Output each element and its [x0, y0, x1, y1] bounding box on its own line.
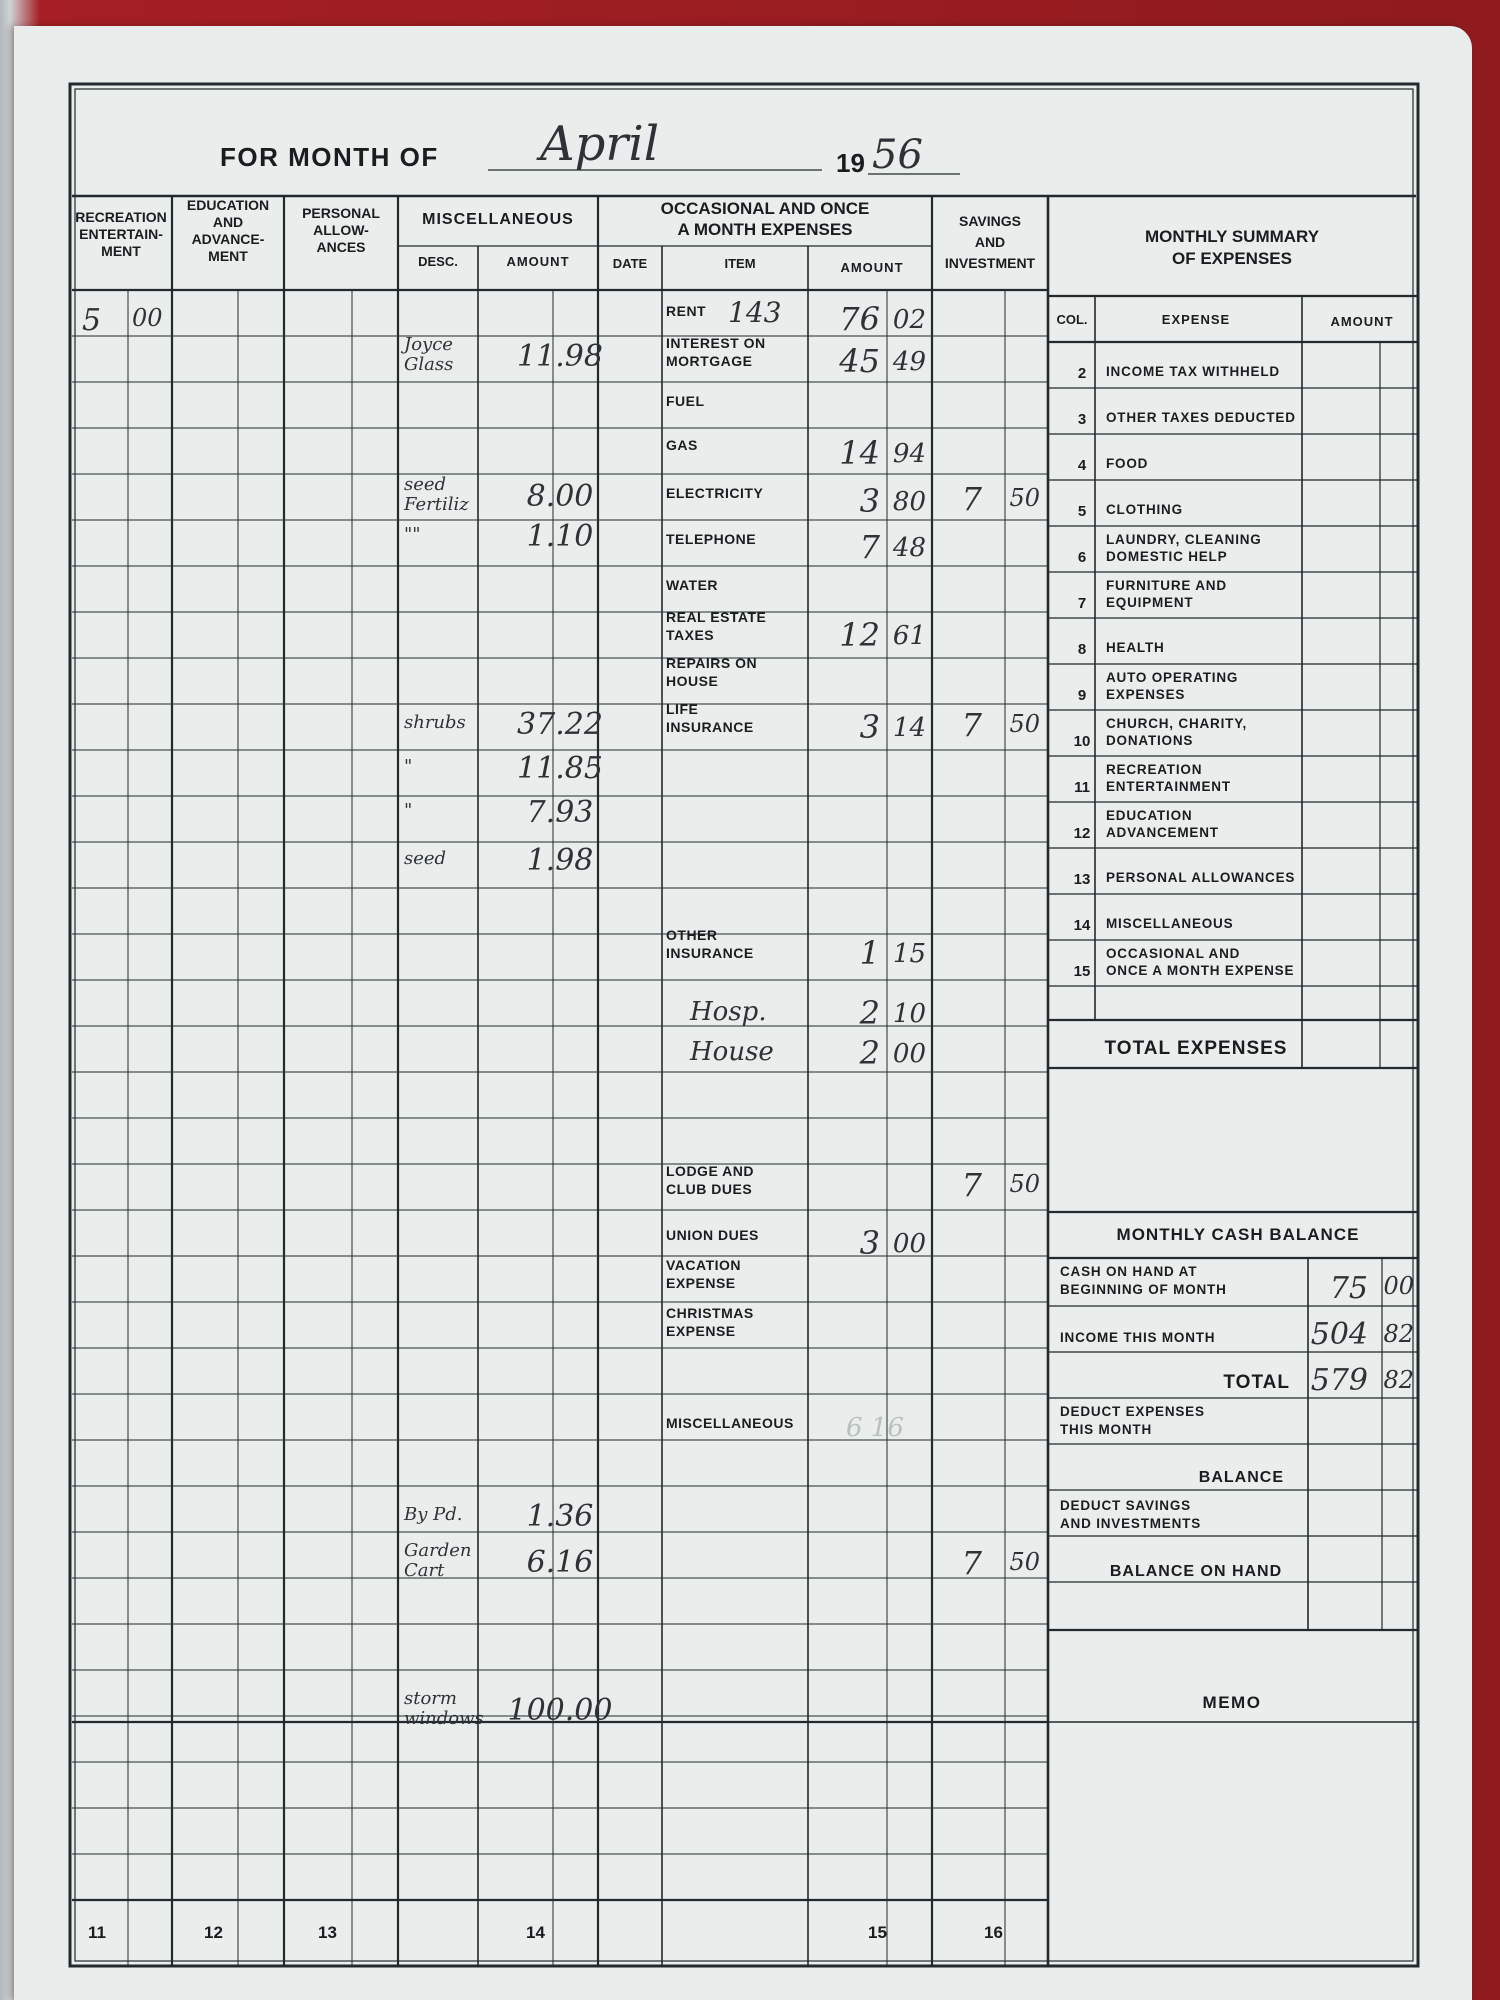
col-header-recreation: RECREATION: [75, 209, 167, 225]
misc-desc: "": [404, 524, 421, 545]
occ-cents: 49: [892, 347, 926, 377]
occ-item-label: CHRISTMAS: [666, 1305, 754, 1321]
occ-dollars: 7: [859, 528, 880, 566]
occ-note: 143: [728, 296, 782, 329]
summary-row-label: RECREATION: [1106, 762, 1203, 777]
occ-dollars: 14: [839, 434, 880, 472]
occ-item-label: EXPENSE: [666, 1275, 736, 1291]
footer-col-number: 13: [318, 1923, 337, 1942]
occ-dollars: 2: [859, 1034, 880, 1072]
misc-desc: ": [404, 800, 413, 821]
summary-row-label: ONCE A MONTH EXPENSE: [1106, 963, 1295, 978]
misc-desc: shrubs: [404, 712, 466, 733]
col-header-occasional: A MONTH EXPENSES: [677, 220, 853, 239]
footer-col-number: 11: [88, 1923, 106, 1942]
summary-row-label: LAUNDRY, CLEANING: [1106, 532, 1262, 547]
savings-dollars: 7: [961, 1166, 982, 1204]
balance-label: BALANCE: [1198, 1469, 1284, 1486]
summary-row-label: AUTO OPERATING: [1106, 670, 1239, 685]
budget-sheet: [14, 26, 1472, 2000]
occ-cents: 00: [892, 1039, 926, 1069]
cash-on-hand-cents: 00: [1383, 1272, 1414, 1300]
misc-desc: storm: [404, 1688, 457, 1709]
occ-cents: 00: [892, 1229, 926, 1259]
summary-col-number: 15: [1073, 963, 1091, 980]
occ-item-label: MORTGAGE: [666, 353, 753, 369]
total-label: TOTAL: [1223, 1372, 1290, 1393]
misc-amount: 11.85: [517, 751, 603, 786]
deduct-savings-label: AND INVESTMENTS: [1060, 1516, 1202, 1531]
savings-cents: 50: [1009, 1548, 1040, 1576]
deduct-savings-label: DEDUCT SAVINGS: [1060, 1498, 1191, 1513]
occ-item-label: ELECTRICITY: [666, 485, 764, 501]
occ-dollars: 3: [859, 1224, 880, 1262]
form-title: FOR MONTH OF: [220, 142, 439, 172]
summary-row-label: INCOME TAX WITHHELD: [1106, 364, 1280, 379]
summary-title: OF EXPENSES: [1172, 249, 1292, 268]
footer-col-number: 15: [868, 1923, 887, 1942]
col-header-savings: SAVINGS: [959, 213, 1021, 229]
summary-row-label: EDUCATION: [1106, 808, 1193, 823]
misc-amount: 8.00: [526, 479, 594, 514]
misc-desc: Cart: [404, 1560, 445, 1581]
savings-cents: 50: [1009, 710, 1040, 738]
occ-dollars: 45: [839, 342, 880, 380]
occ-item-label: REAL ESTATE: [666, 609, 767, 625]
misc-amount: 1.36: [526, 1499, 594, 1534]
occ-dollars: 3: [859, 708, 880, 746]
misc-amount: 7.93: [526, 795, 594, 830]
occ-cents: 14: [892, 713, 926, 743]
summary-row-label: FOOD: [1106, 456, 1149, 471]
cash-on-hand-dollars: 75: [1329, 1271, 1368, 1306]
occ-item-label: VACATION: [666, 1257, 742, 1273]
summary-col-number: 14: [1073, 917, 1091, 934]
income-label: INCOME THIS MONTH: [1060, 1330, 1216, 1345]
summary-col-number: 9: [1077, 687, 1087, 704]
footer-col-number: 16: [984, 1923, 1003, 1942]
occ-cents: 94: [892, 439, 926, 469]
cash-on-hand-label: CASH ON HAND AT: [1060, 1264, 1198, 1279]
summary-col-number: 8: [1077, 641, 1087, 658]
occ-dollars: 3: [859, 482, 880, 520]
col-header-education: EDUCATION: [186, 197, 270, 213]
misc-desc: Glass: [404, 354, 454, 375]
summary-row-label: CHURCH, CHARITY,: [1106, 716, 1248, 731]
summary-row-label: CLOTHING: [1106, 502, 1183, 517]
summary-col-number: 4: [1077, 457, 1087, 474]
col-header-education: MENT: [208, 248, 248, 264]
occ-item-label: INSURANCE: [666, 945, 754, 961]
income-cents: 82: [1383, 1320, 1414, 1348]
summary-row-label: ENTERTAINMENT: [1106, 779, 1231, 794]
footer-col-number: 12: [204, 1923, 223, 1942]
occ-dollars: 12: [839, 616, 880, 654]
misc-desc: seed: [404, 474, 447, 495]
col-header-recreation: ENTERTAIN-: [79, 226, 163, 242]
misc-desc: Joyce: [404, 334, 453, 355]
occ-cents: 10: [892, 999, 926, 1029]
col-header-savings: AND: [974, 234, 1006, 250]
savings-dollars: 7: [961, 480, 982, 518]
occ-cents: 02: [892, 305, 926, 335]
total-dollars: 579: [1310, 1363, 1368, 1398]
misc-amount: 1.98: [526, 843, 594, 878]
misc-amount: 1.10: [526, 519, 594, 554]
occ-item-label: OTHER: [666, 927, 718, 943]
footer-col-number: 14: [526, 1923, 545, 1942]
occ-item-label: INSURANCE: [666, 719, 754, 735]
summary-row-label: EXPENSES: [1106, 687, 1186, 702]
memo-label: MEMO: [1202, 1693, 1262, 1712]
occ-dollars: 76: [839, 300, 880, 338]
summary-row-label: HEALTH: [1106, 640, 1165, 655]
occ-item-label: GAS: [666, 437, 698, 453]
summary-amount-header: AMOUNT: [1330, 314, 1394, 329]
deduct-expenses-label: DEDUCT EXPENSES: [1060, 1404, 1205, 1419]
summary-row-label: EQUIPMENT: [1106, 595, 1194, 610]
col-header-personal: ALLOW-: [313, 222, 369, 238]
misc-desc: Garden: [404, 1540, 472, 1561]
col-header-savings: INVESTMENT: [944, 255, 1036, 271]
year-handwritten: 56: [872, 132, 923, 178]
summary-row-label: ADVANCEMENT: [1106, 825, 1219, 840]
cash-balance-title: MONTHLY CASH BALANCE: [1116, 1225, 1360, 1244]
summary-title: MONTHLY SUMMARY: [1144, 227, 1320, 246]
summary-col-number: 3: [1077, 411, 1087, 428]
misc-amount: 100.00: [507, 1693, 613, 1728]
occ-item-label: INTEREST ON: [666, 335, 766, 351]
misc-desc: ": [404, 756, 413, 777]
year-printed: 19: [836, 148, 865, 178]
summary-row-label: PERSONAL ALLOWANCES: [1106, 870, 1296, 885]
savings-cents: 50: [1009, 484, 1040, 512]
col-header-occasional: OCCASIONAL AND ONCE: [660, 199, 870, 218]
col-header-personal: PERSONAL: [302, 205, 380, 221]
occ-cents: 80: [892, 487, 926, 517]
summary-row-label: DONATIONS: [1106, 733, 1194, 748]
summary-row-label: MISCELLANEOUS: [1106, 916, 1234, 931]
col-header-amount: AMOUNT: [506, 254, 570, 269]
occ-hand-item: Hosp.: [690, 997, 767, 1027]
occ-hand-item: House: [690, 1037, 774, 1067]
col-header-education: ADVANCE-: [191, 231, 265, 247]
occ-item-label: RENT: [666, 303, 707, 319]
summary-expense-header: EXPENSE: [1161, 312, 1231, 327]
misc-desc: Fertiliz: [404, 494, 469, 515]
col-header-recreation: MENT: [101, 243, 141, 259]
occ-item-label: TELEPHONE: [666, 531, 757, 547]
occ-item-label: CLUB DUES: [666, 1181, 753, 1197]
income-dollars: 504: [1310, 1317, 1368, 1352]
cash-on-hand-label: BEGINNING OF MONTH: [1060, 1282, 1227, 1297]
summary-row-label: DOMESTIC HELP: [1106, 549, 1228, 564]
occ-dollars: 1: [859, 934, 880, 972]
balance-on-hand-label: BALANCE ON HAND: [1109, 1563, 1283, 1580]
col-header-occ-amount: AMOUNT: [840, 260, 904, 275]
occ-faded-amount: 6 16: [846, 1413, 904, 1443]
occ-cents: 48: [892, 533, 926, 563]
misc-amount: 6.16: [526, 1545, 594, 1580]
summary-row-label: OTHER TAXES DEDUCTED: [1106, 410, 1296, 425]
col-header-misc: MISCELLANEOUS: [422, 211, 574, 228]
occ-item-label: REPAIRS ON: [666, 655, 758, 671]
total-expenses-label: TOTAL EXPENSES: [1104, 1038, 1288, 1059]
summary-col-number: 11: [1074, 779, 1090, 796]
ledger-page: [14, 26, 1472, 2000]
summary-row-label: FURNITURE AND: [1106, 578, 1227, 593]
summary-row-label: OCCASIONAL AND: [1106, 946, 1241, 961]
summary-col-number: 6: [1077, 549, 1087, 566]
summary-col-number: 5: [1077, 503, 1087, 520]
summary-col-header: COL.: [1056, 312, 1088, 327]
occ-item-label: WATER: [666, 577, 719, 593]
recreation-cents: 00: [132, 304, 163, 332]
savings-dollars: 7: [961, 1544, 982, 1582]
col-header-desc: DESC.: [418, 254, 458, 269]
deduct-expenses-label: THIS MONTH: [1060, 1422, 1152, 1437]
occ-item-label: HOUSE: [666, 673, 719, 689]
occ-item-label: TAXES: [666, 627, 715, 643]
occ-item-label: UNION DUES: [666, 1227, 759, 1243]
misc-amount: 11.98: [517, 339, 603, 374]
occ-item-label: LODGE AND: [666, 1163, 754, 1179]
misc-desc: windows: [404, 1708, 484, 1729]
col-header-date: DATE: [612, 256, 648, 271]
summary-col-number: 13: [1073, 871, 1091, 888]
occ-item-label: MISCELLANEOUS: [666, 1415, 794, 1431]
misc-desc: seed: [404, 848, 447, 869]
savings-dollars: 7: [961, 706, 982, 744]
misc-amount: 37.22: [517, 707, 603, 742]
misc-desc: By Pd.: [404, 1504, 463, 1525]
occ-item-label: EXPENSE: [666, 1323, 736, 1339]
occ-cents: 61: [892, 621, 926, 651]
col-header-education: AND: [212, 214, 244, 230]
col-header-item: ITEM: [724, 256, 756, 271]
summary-col-number: 7: [1077, 595, 1087, 612]
summary-col-number: 2: [1077, 365, 1087, 382]
savings-cents: 50: [1009, 1170, 1040, 1198]
occ-dollars: 2: [859, 994, 880, 1032]
occ-item-label: FUEL: [666, 393, 705, 409]
occ-cents: 15: [892, 939, 926, 969]
occ-item-label: LIFE: [666, 701, 699, 717]
summary-col-number: 12: [1073, 825, 1091, 842]
total-cents: 82: [1383, 1366, 1414, 1394]
recreation-dollars: 5: [82, 303, 102, 338]
summary-col-number: 10: [1073, 733, 1091, 750]
month-handwritten: April: [540, 116, 660, 172]
col-header-personal: ANCES: [316, 239, 366, 255]
